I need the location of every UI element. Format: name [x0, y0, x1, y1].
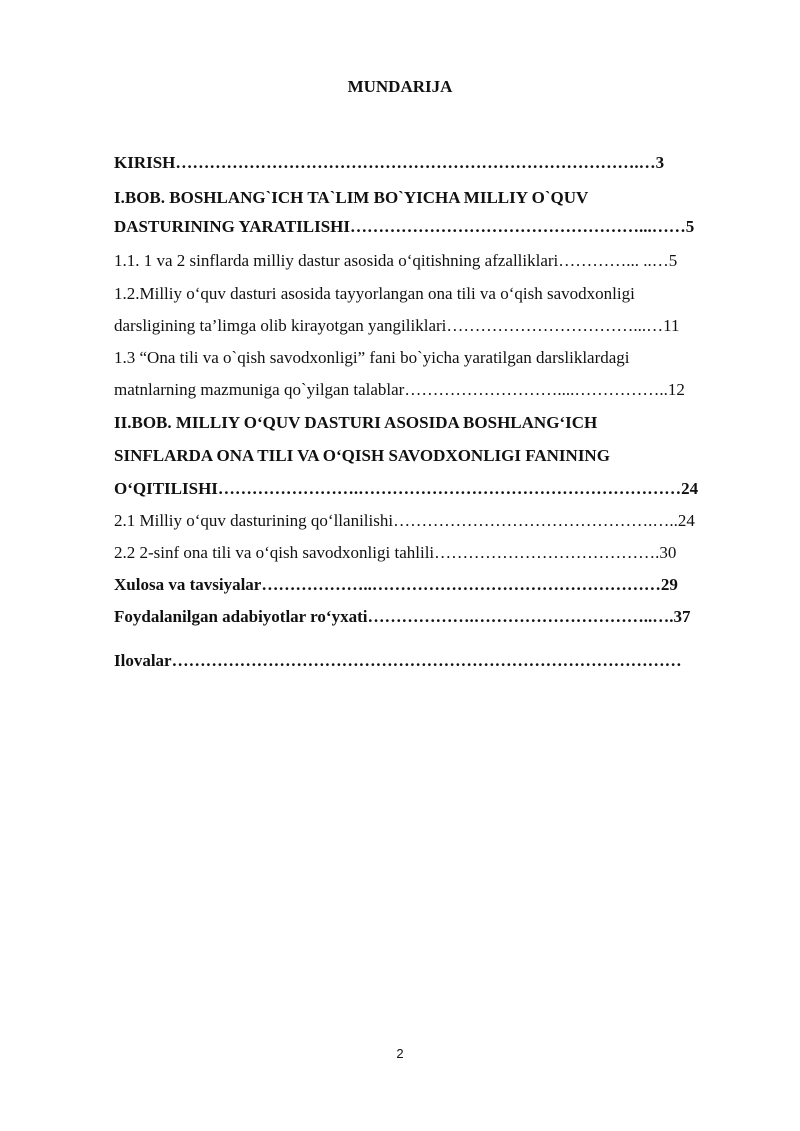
toc-entry-1-2-line-2: darsligining ta’limga olib kirayotgan yangiliklari……………………………...…11	[114, 316, 680, 335]
toc-entry-chapter-1-line-2: DASTURINING YARATILISHI……………………………………………...……5	[114, 217, 695, 236]
toc-entry-chapter-2-line-2: SINFLARDA ONA TILI VA O‘QISH SAVODXONLIGI FANINING	[114, 446, 610, 465]
toc-entry-chapter-2-line-1: II.BOB. MILLIY O‘QUV DASTURI ASOSIDA BOSHLANG‘ICH	[114, 413, 598, 432]
toc-entry-appendices: Ilovalar………………………………………………………………………………	[114, 651, 682, 670]
toc-entry-chapter-2-line-3: O‘QITILISHI…………………….…………………………………………………24	[114, 479, 699, 498]
toc-entry-1-3-line-1: 1.3 “Ona tili va o`qish savodxonligi” fani bo`yicha yaratilgan darsliklardagi	[114, 348, 630, 367]
toc-entry-references: Foydalanilgan adabiyotlar ro‘yxati……………….…………………………..….37	[114, 607, 691, 626]
toc-entry-chapter-1-line-1: I.BOB. BOSHLANG`ICH TA`LIM BO`YICHA MILLIY O`QUV	[114, 188, 589, 207]
toc-entry-2-2: 2.2 2-sinf ona tili va o‘qish savodxonligi tahlili………………………………….30	[114, 543, 677, 562]
page-title: MUNDARIJA	[347, 77, 453, 96]
toc-entry-conclusion: Xulosa va tavsiyalar………………..……………………………………………29	[114, 575, 678, 594]
toc-entry-1-1: 1.1. 1 va 2 sinflarda milliy dastur asosida o‘qitishning afzalliklari…………... ..…5	[114, 251, 678, 270]
page-number: 2	[396, 1046, 404, 1061]
toc-entry-kirish: KIRISH……………………………………………………………………….…3	[114, 153, 665, 172]
toc-entry-1-2-line-1: 1.2.Milliy o‘quv dasturi asosida tayyorlangan ona tili va o‘qish savodxonligi	[114, 284, 635, 303]
toc-entry-1-3-line-2: matnlarning mazmuniga qo`yilgan talablar………………………....……………..12	[114, 380, 685, 399]
toc-entry-2-1: 2.1 Milliy o‘quv dasturining qo‘llanilishi……………………………………….…..24	[114, 511, 695, 530]
